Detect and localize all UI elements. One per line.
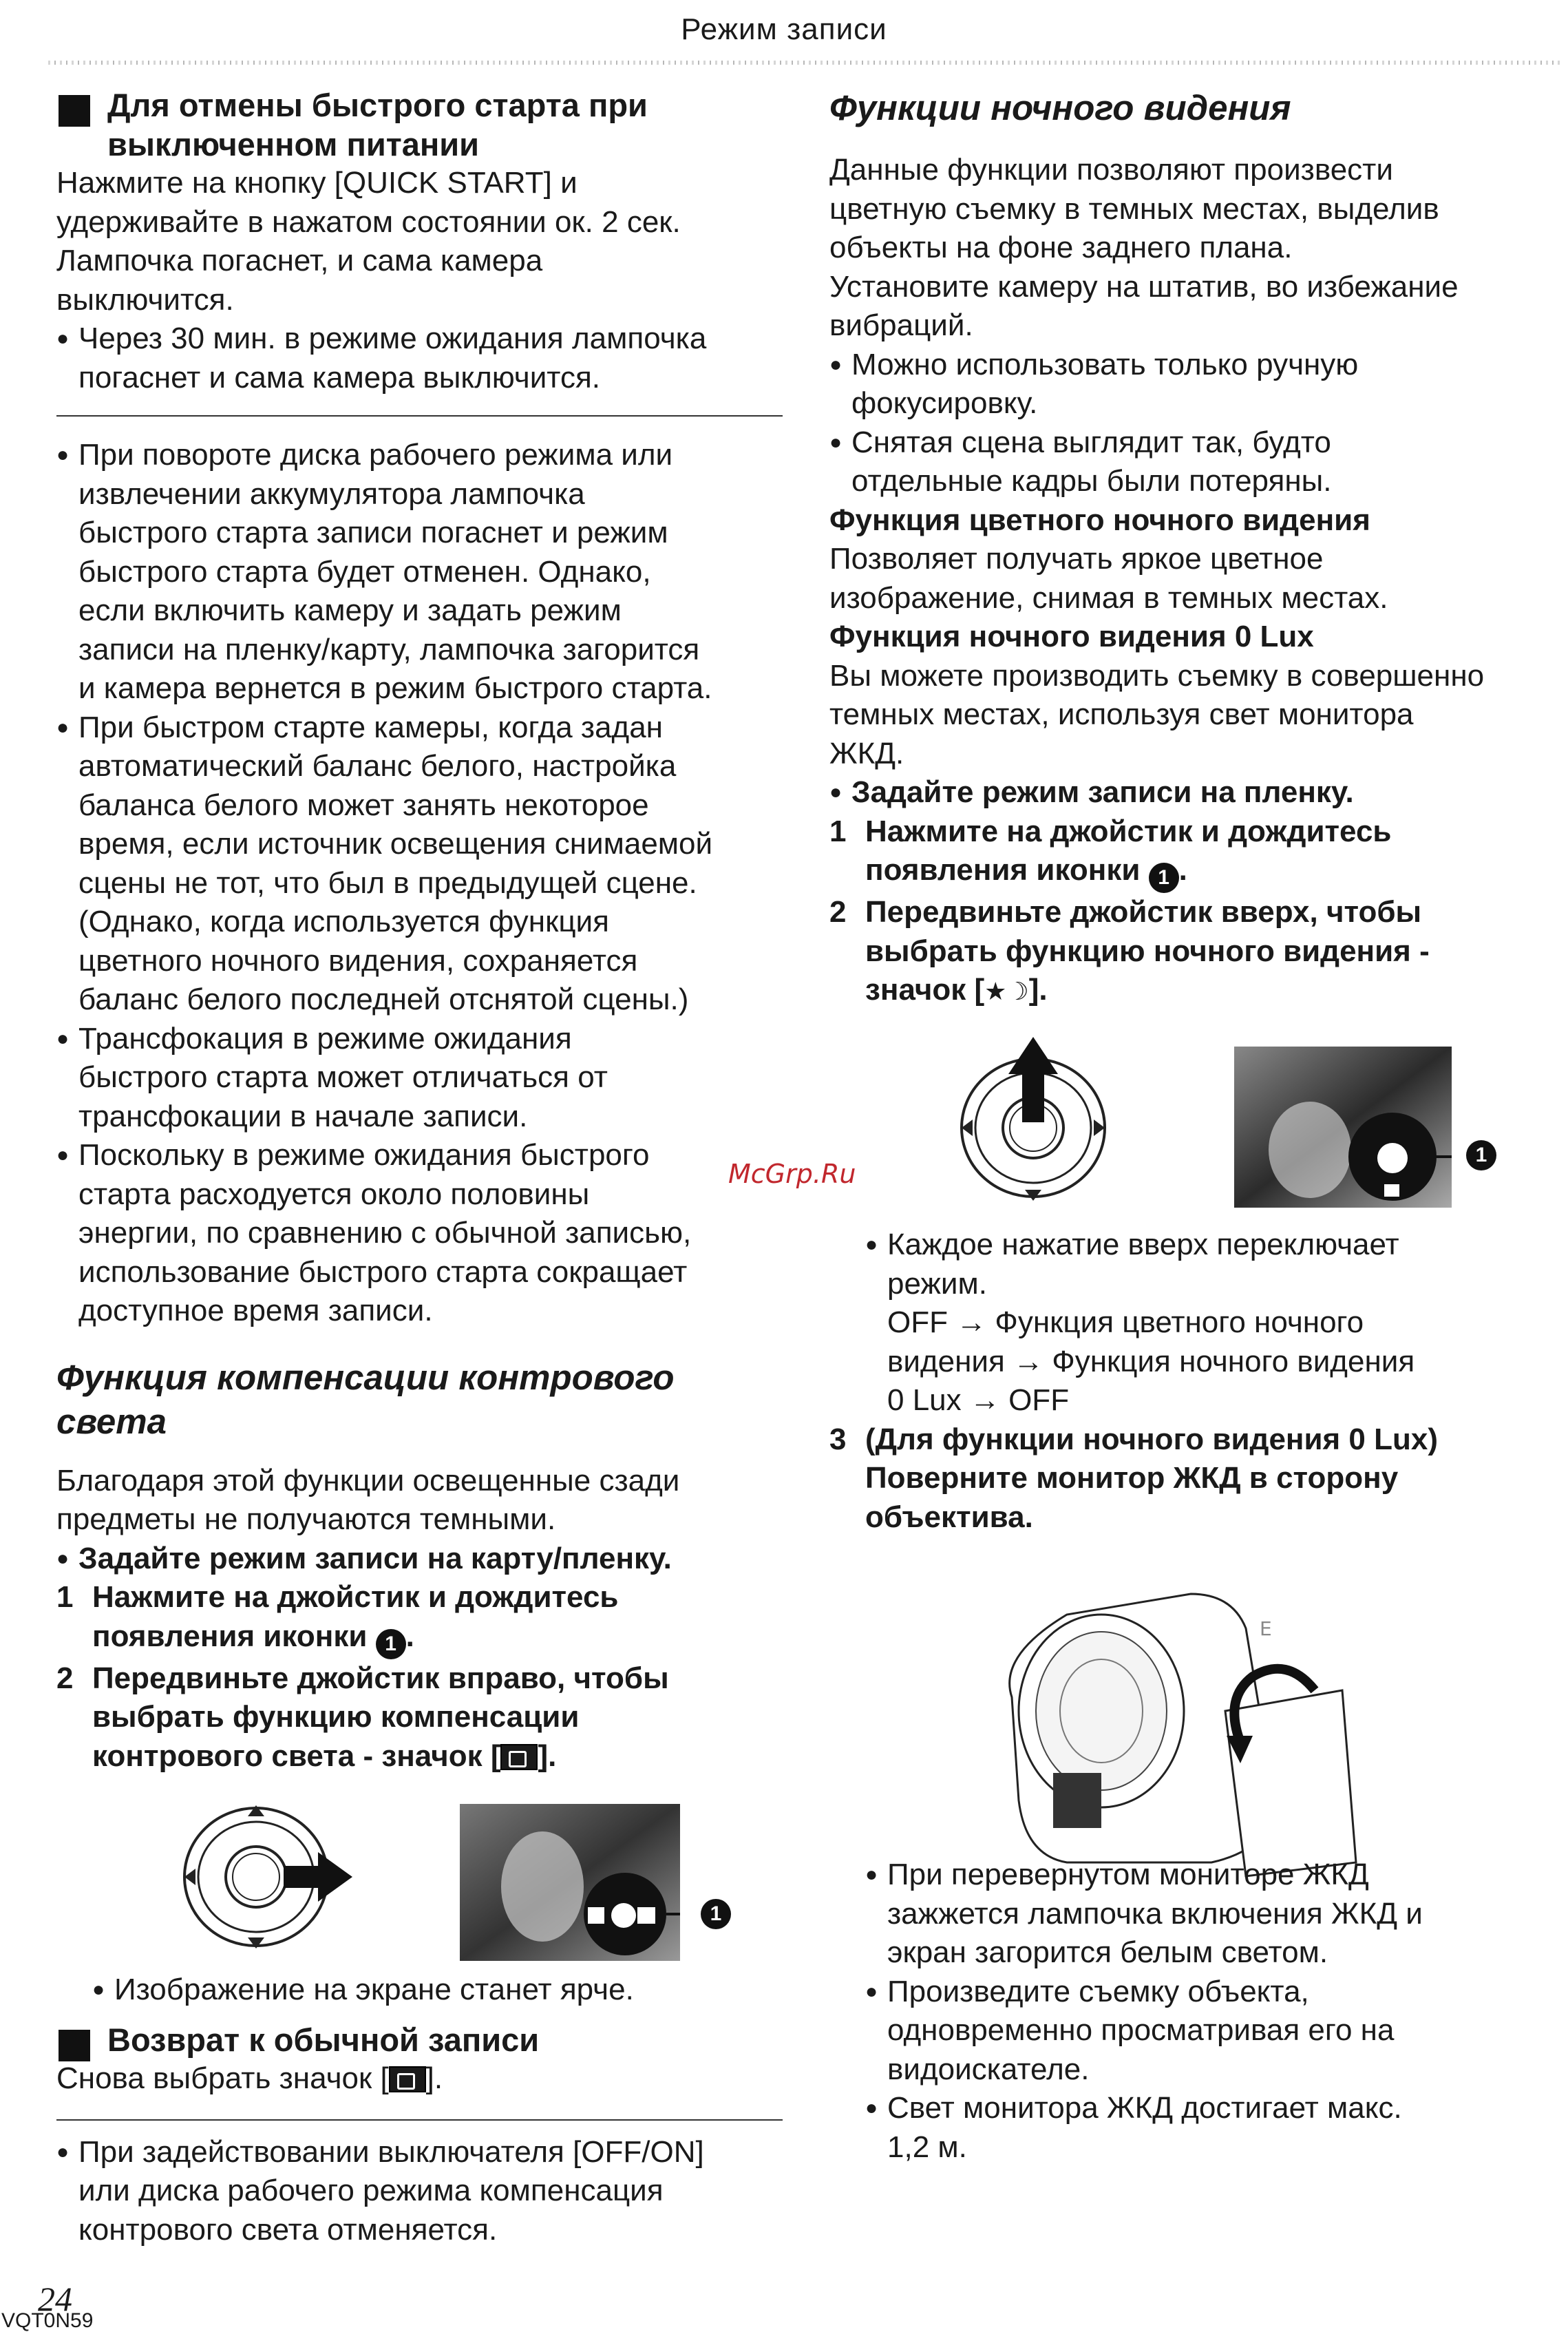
text-line: сцены не тот, что был в предыдущей сцене. [78,865,697,900]
step-item: 1 Нажмите на джойстик и дождитесь появления иконки 1 . [829,812,1556,894]
text-line: При задействовании выключателя [OFF/ON] [78,2134,704,2169]
step-item [56,1659,786,1776]
divider [56,2119,783,2121]
text-line: Передвиньте джойстик вправо, чтобы [92,1661,669,1695]
text-line: или диска рабочего режима компенсация [78,2174,664,2207]
text-line: Поскольку в режиме ожидания быстрого [78,1138,650,1172]
text-line: автоматический баланс белого, настройка [78,749,677,783]
right-column [829,86,1556,1011]
text-line: Установите камеру на штатив, во избежание [829,269,1459,304]
text-line: время, если источник освещения снимаемой [78,827,713,861]
text-line: ЖКД. [829,736,904,770]
text-line: баланс белого последней отснятой сцены.) [78,983,689,1016]
left-bottom [56,1971,786,2249]
night-view-icon: ★☽ [984,977,1029,1005]
cancel-heading: Для отмены быстрого старта при выключенном питании [56,86,759,164]
text-line: одновременно просматривая его на [887,2013,1395,2047]
night-screen-image [1234,1047,1454,1208]
text-line: старта расходуется около половины [78,1177,590,1211]
text-line: появления иконки [865,853,1141,887]
right-middle [829,1226,1556,1537]
text-line: Можно использовать только ручную [851,347,1359,381]
text-line: (Для функции ночного видения 0 Lux) [865,1422,1439,1456]
text-line: баланса белого может занять некоторое [78,788,649,822]
step-item: 1 Нажмите на джойстик и дождитесь появления иконки 1 . [56,1578,786,1659]
text-line: фокусировку. [851,386,1038,420]
bullet-item [56,436,786,708]
backlight-icon [389,2066,426,2092]
text-line: доступное время записи. [78,1294,433,1327]
bullet-item [56,1136,786,1331]
text-line: (Однако, когда используется функция [78,905,609,938]
joystick-right-illustration [180,1803,359,1954]
return-text [56,2059,786,2099]
text-line: 1,2 м. [887,2130,967,2164]
backlight-icon [500,1744,538,1770]
text-line: появления иконки [92,1619,368,1653]
text-line: ]. [1028,973,1048,1007]
text-line: Снятая сцена выглядит так, будто [851,425,1331,459]
cancel-text [56,164,786,319]
page-header: Режим записи [681,12,887,46]
text-line: использование быстрого старта сокращает [78,1254,688,1289]
lcd-notes [865,1856,1556,2167]
callout-1-icon: 1 [376,1629,406,1659]
cancel-bullets [56,319,786,397]
night-bullets [829,346,1556,501]
text-line: записи на пленку/карту, лампочка загорится [78,632,700,666]
bullet-item [56,1020,786,1137]
bullet-item [56,319,786,397]
text-line: быстрого старта может отличаться от [78,1060,608,1094]
callout-1-icon: 1 [1466,1140,1496,1170]
title-line: Функция компенсации контрового [56,1357,675,1397]
backlight-mode [56,1540,786,1579]
text-line: Передвиньте джойстик вверх, чтобы [865,895,1422,929]
text-line: Данные функции позволяют произвести [829,153,1393,187]
text-line: темных местах, используя свет монитора [829,697,1414,731]
text-line: Трансфокация в режиме ожидания [78,1021,572,1055]
text-line: Поверните монитор ЖКД в сторону [865,1461,1399,1495]
text-line: выбрать функцию ночного видения - [865,934,1430,968]
text-line: если включить камеру и задать режим [78,593,622,627]
text-line: видоискателе. [887,2052,1090,2086]
camera-lcd-illustration [984,1573,1370,1890]
page-number: 24 [38,2280,72,2318]
bullet-item [865,2089,1556,2167]
bullet-item [865,1856,1556,1973]
title-line: света [56,1401,167,1441]
text-line: объекты на фоне заднего плана. [829,231,1293,264]
tape-mode [829,773,1556,812]
text-line: удерживайте в нажатом состоянии ок. 2 сек. [56,204,681,239]
bullet-item: ● Изображение на экране станет ярче. [92,1971,786,2010]
bullet-item: ● Задайте режим записи на пленку. [829,773,1556,812]
bullet-item [829,423,1556,501]
text-line: При повороте диска рабочего режима или [78,438,673,472]
text-line: Через 30 мин. в режиме ожидания лампочка [78,322,707,355]
callout-1-icon: 1 [701,1899,731,1929]
text-line: вибраций. [829,308,973,342]
notes-list [56,436,786,1331]
night-step3 [829,1420,1556,1537]
night-intro [829,151,1556,346]
text-line: ]. [425,2061,443,2095]
text-line: видения → Функция ночного видения [887,1344,1415,1378]
text-line: При быстром старте камеры, когда задан [78,710,663,744]
bullet-item [56,2133,786,2250]
text-line: OFF → Функция цветного ночного [887,1305,1364,1339]
doc-code: VQT0N59 [1,2309,94,2332]
right-bottom [829,1856,1556,2167]
text-line: изображение, снимая в темных местах. [829,580,1388,615]
step-number: 2 [829,895,847,929]
text-line: Снова выбрать значок [ [56,2061,389,2095]
divider [56,415,783,417]
text-line: Произведите съемку объекта, [887,1974,1309,2008]
text-line: ]. [538,1739,557,1773]
backlight-intro [56,1462,786,1540]
switch-note [56,2133,786,2250]
night-title: Функции ночного видения [829,88,1291,127]
text-line: Нажмите на джойстик и дождитесь [865,814,1392,848]
text-line: предметы не получаются темными. [56,1502,556,1536]
color-night-heading: Функция цветного ночного видения [829,503,1370,537]
bullet-item [865,1973,1556,2090]
step-item [829,893,1556,1011]
text-line: объектива. [865,1500,1033,1534]
text-line: Свет монитора ЖКД достигает макс. [887,2091,1402,2125]
callout-1-icon: 1 [1149,863,1179,893]
bullet-item [829,346,1556,423]
text-line: экран загорится белым светом. [887,1935,1328,1969]
text-line: Каждое нажатие вверх переключает [887,1228,1399,1261]
text-line: значок [ [865,973,985,1007]
text-line: контрового света отменяется. [78,2212,498,2247]
text-line: Лампочка погаснет, и сама камера [56,244,543,277]
text-line: энергии, по сравнению с обычной записью, [78,1216,692,1250]
left-column [56,86,786,1776]
header-rule [48,61,1562,65]
text-line: погаснет и сама камера выключится. [78,360,600,395]
text-line: цветную съемку в темных местах, выделив [829,191,1439,226]
text-line: цветного ночного видения, сохраняется [78,943,638,978]
joystick-up-illustration [953,1033,1119,1205]
backlight-title [56,1356,786,1444]
text-line: выбрать функцию компенсации [92,1700,580,1734]
bullet-item: ● Задайте режим записи на карту/пленку. [56,1540,786,1579]
bullet-item [56,708,786,1020]
text-line: быстрого старта будет отменен. Однако, [78,554,651,589]
night-steps [829,812,1556,1011]
text-line: извлечении аккумулятора лампочка [78,476,585,511]
text-line: контрового света - значок [ [92,1739,501,1773]
watermark: McGrp.Ru [728,1159,856,1189]
brighter-note [92,1971,786,2010]
text-line: отдельные кадры были потеряны. [851,464,1332,498]
step-number: 1 [56,1580,74,1614]
text-line: трансфокации в начале записи. [78,1099,528,1133]
text-line: 0 Lux → OFF [887,1383,1070,1417]
step-number: 1 [829,814,847,848]
lux-heading: Функция ночного видения 0 Lux [829,620,1314,653]
step-number: 3 [829,1422,847,1456]
text-line: Нажмите на кнопку [QUICK START] и [56,166,578,200]
text-line: Нажмите на джойстик и дождитесь [92,1580,619,1614]
backlight-steps [56,1578,786,1776]
text-line: быстрого старта записи погаснет и режим [78,516,668,549]
text-line: выключится. [56,282,234,317]
text-line: режим. [887,1266,987,1301]
text-line: Благодаря этой функции освещенные сзади [56,1463,680,1498]
text-line: и камера вернется в режим быстрого старта. [78,671,712,705]
text-line: Позволяет получать яркое цветное [829,542,1324,576]
bullet-item [865,1226,1556,1420]
text-line: При перевернутом мониторе ЖКД [887,1858,1369,1891]
cycle-note [865,1226,1556,1420]
step-item [829,1420,1556,1537]
svg-text:E: E [1260,1617,1272,1640]
text-line: Вы можете производить съемку в совершенно [829,658,1485,693]
backlight-screen-image [460,1804,687,1961]
step-number: 2 [56,1661,74,1695]
text-line: зажжется лампочка включения ЖКД и [887,1896,1423,1931]
return-heading: Возврат к обычной записи [56,2021,786,2060]
